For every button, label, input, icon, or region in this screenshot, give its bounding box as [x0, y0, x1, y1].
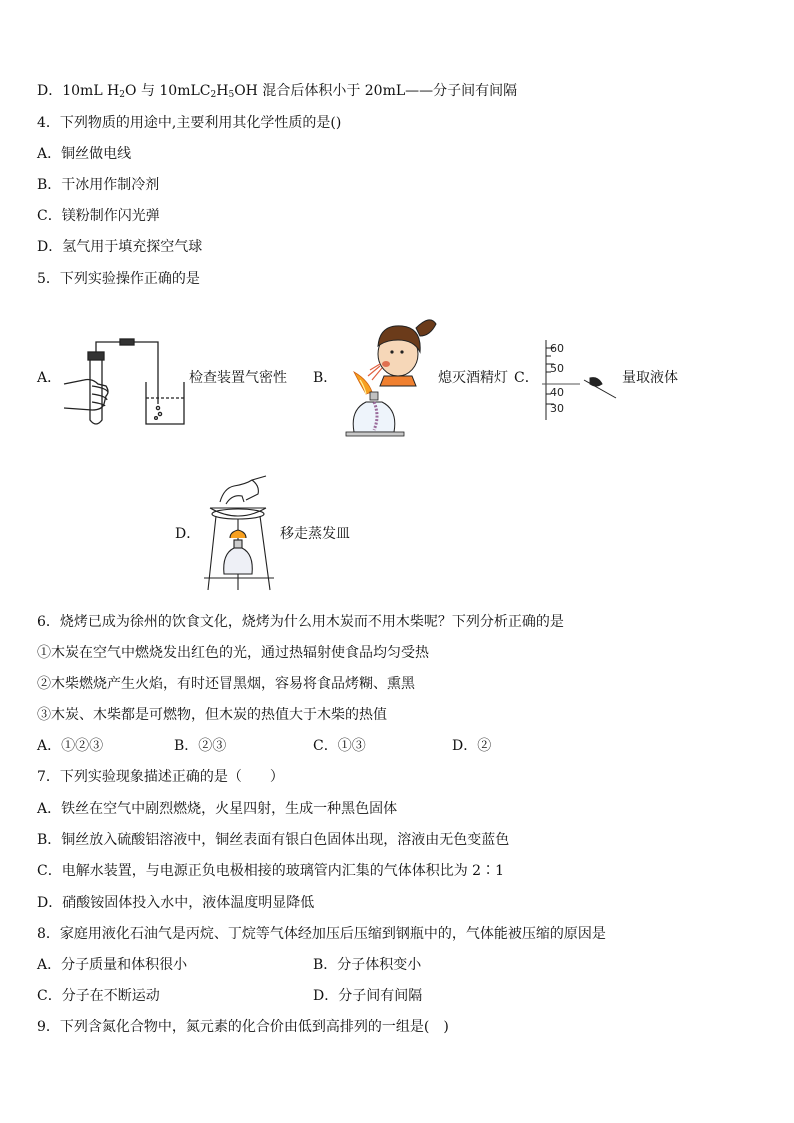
q4-option-d: D．氢气用于填充探空气球: [37, 239, 203, 255]
blow-out-alcohol-lamp-figure: [340, 306, 440, 446]
q8-option-a: A．分子质量和体积很小: [37, 957, 188, 973]
q8-option-d: D．分子间有间隔: [313, 988, 423, 1004]
q7-option-c: C．电解水装置，与电源正负电极相接的玻璃管内汇集的气体体积比为 2∶1: [37, 863, 504, 879]
q5-d-label: D．: [175, 526, 201, 542]
q7-option-b: B．铜丝放入硫酸铝溶液中，铜丝表面有银白色固体出现，溶液由无色变蓝色: [37, 832, 510, 848]
q4-option-b: B．干冰用作制冷剂: [37, 177, 160, 193]
q6-option-d: D．②: [452, 738, 492, 754]
q8-stem: 8．家庭用液化石油气是丙烷、丁烷等气体经加压后压缩到钢瓶中的，气体能被压缩的原因是: [37, 926, 606, 942]
q6-statement-2: ②木柴燃烧产生火焰，有时还冒黑烟，容易将食品烤糊、熏黑: [37, 676, 415, 692]
evaporating-dish-figure: [200, 474, 278, 592]
q7-option-d: D．硝酸铵固体投入水中，液体温度明显降低: [37, 895, 315, 911]
scale-30: 30: [550, 402, 564, 415]
q6-option-a: A．①②③: [37, 738, 104, 754]
q6-stem: 6．烧烤已成为徐州的饮食文化，烧烤为什么用木炭而不用木柴呢？下列分析正确的是: [37, 614, 564, 630]
q5-stem: 5．下列实验操作正确的是: [37, 271, 200, 287]
q6-statement-1: ①木炭在空气中燃烧发出红色的光，通过热辐射使食品均匀受热: [37, 645, 429, 661]
q6-statement-3: ③木炭、木柴都是可燃物，但木炭的热值大于木柴的热值: [37, 707, 387, 723]
q4-option-a: A．铜丝做电线: [37, 146, 132, 162]
q5-b-label: B．: [313, 370, 338, 386]
q6-option-b: B．②③: [174, 738, 227, 754]
scale-50: 50: [550, 362, 564, 375]
q5-d-caption: 移走蒸发皿: [280, 526, 350, 542]
graduated-cylinder-figure: [540, 338, 620, 422]
q4-option-c: C．镁粉制作闪光弹: [37, 208, 160, 224]
q4-stem: 4．下列物质的用途中,主要利用其化学性质的是(): [37, 115, 342, 131]
q7-option-a: A．铁丝在空气中剧烈燃烧，火星四射，生成一种黑色固体: [37, 801, 398, 817]
q5-a-caption: 检查装置气密性: [189, 370, 287, 386]
q3-option-d: D．10mL $H_2O$ 与 $10mLC_2H_5OH$ 混合后体积小于 20mL——分子间有间隔: [37, 83, 518, 100]
q5-a-label: A．: [37, 370, 62, 386]
q7-stem: 7．下列实验现象描述正确的是（ ）: [37, 769, 284, 785]
q9-stem: 9．下列含氮化合物中，氮元素的化合价由低到高排列的一组是( ): [37, 1019, 449, 1035]
q8-option-c: C．分子在不断运动: [37, 988, 160, 1004]
q5-b-caption: 熄灭酒精灯: [438, 370, 508, 386]
q5-c-label: C．: [514, 370, 539, 386]
airtightness-apparatus-figure: [62, 332, 187, 427]
q6-option-c: C．①③: [313, 738, 366, 754]
scale-40: 40: [550, 386, 564, 399]
q8-option-b: B．分子体积变小: [313, 957, 422, 973]
scale-60: 60: [550, 342, 564, 355]
q5-c-caption: 量取液体: [622, 370, 678, 386]
